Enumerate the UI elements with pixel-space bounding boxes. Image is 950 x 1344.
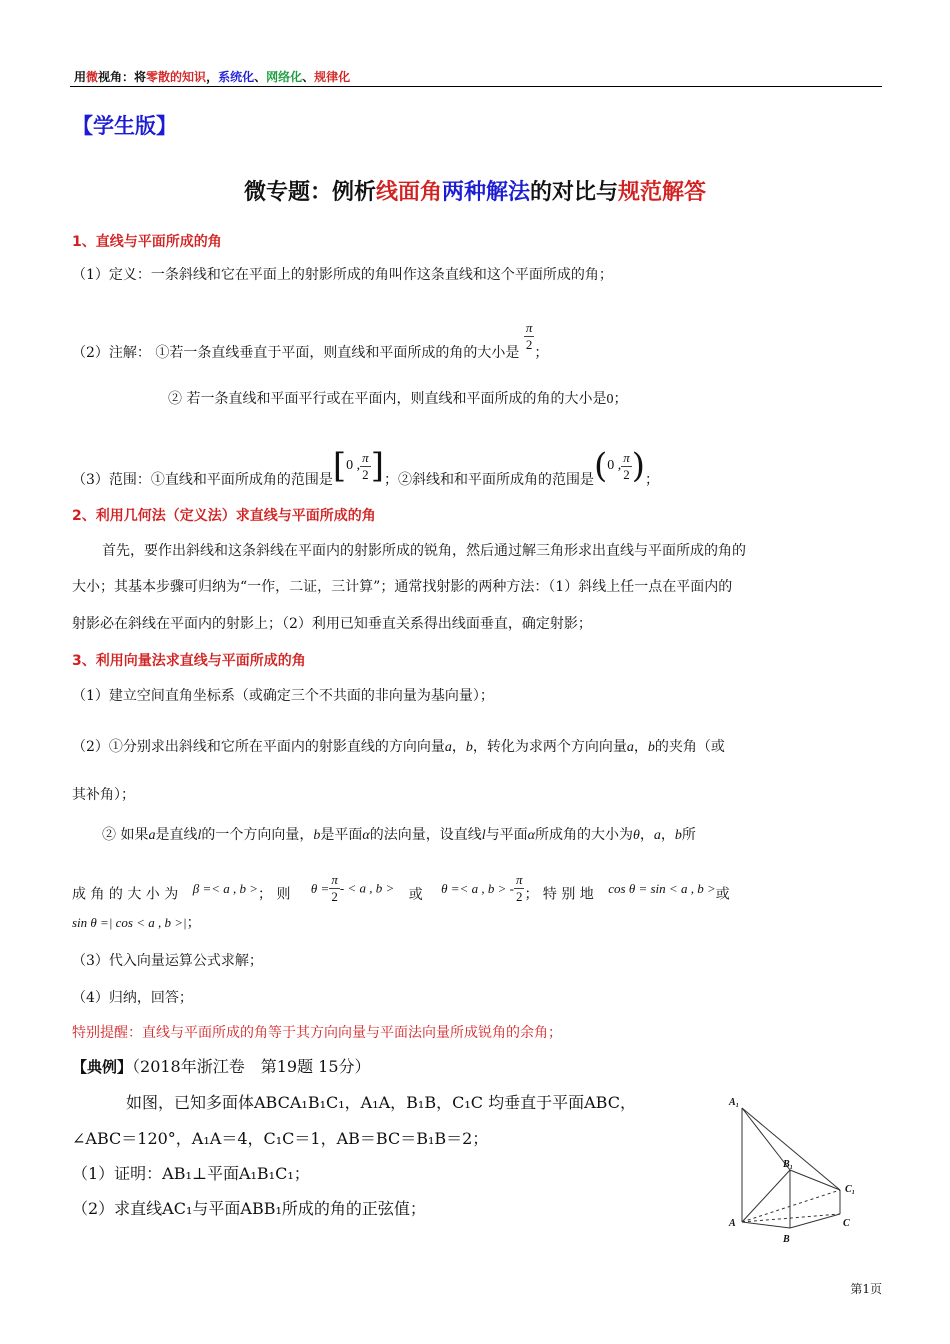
vec-a: a (653, 828, 661, 843)
frac-den: 2 (331, 889, 338, 904)
s3-sin-expr (72, 912, 201, 932)
s3-step-2 (72, 736, 725, 756)
example-question-2: （2）求直线AC₁与平面ABB₁所成的角的正弦值； (72, 1199, 426, 1218)
vec-b: b (313, 828, 321, 843)
header-part: 系统化 (218, 70, 255, 84)
label-A1: A₁ (729, 1097, 740, 1108)
line-l: l (481, 828, 486, 843)
step2e-2: 是直线 (155, 827, 198, 843)
pi-over-2 (514, 872, 525, 905)
range-frac (360, 450, 371, 483)
paren-close: ) (631, 446, 645, 486)
edge-A1C1 (742, 1108, 840, 1190)
s3-formulas (72, 872, 884, 905)
page-number: 第1页 (850, 1282, 882, 1296)
header-part: 用 (74, 70, 87, 84)
title-part: 线面角 (375, 180, 442, 205)
label-A: A (729, 1218, 736, 1229)
frac-den: 2 (623, 466, 630, 482)
page-title (0, 175, 950, 206)
edge-AB (742, 1222, 790, 1228)
frac-num: π (623, 449, 630, 465)
theta-expr-1: θ = (310, 880, 330, 896)
title-part: 微专题：例析 (243, 180, 376, 205)
frac-num: π (515, 872, 523, 887)
bracket-close: ] (370, 446, 384, 486)
step2f-4: ； 特 别 地 (524, 886, 594, 903)
polyhedron-figure (725, 1090, 875, 1250)
range-zero: 0 , (346, 458, 361, 473)
s3-step-4: （4）归纳，回答； (72, 990, 193, 1006)
step2-b: ，转化为求两个方向向量 (472, 739, 627, 755)
label-B1: B₁ (783, 1159, 794, 1170)
vec-b: b (647, 740, 655, 755)
theta: θ (632, 828, 640, 843)
vec-a: a (444, 740, 452, 755)
step2e-4: 是平面 (320, 827, 363, 843)
zero-value: 0 (606, 392, 614, 407)
s3-step-2-second (102, 824, 696, 844)
note1-end: ； (534, 345, 549, 361)
frac-den: 2 (515, 889, 523, 904)
vec-a: a (148, 828, 156, 843)
header-rule (70, 86, 882, 87)
sep: ， (633, 739, 648, 755)
s3-step-2-cont: 其补角）； (72, 787, 135, 803)
s1-range (72, 446, 659, 489)
step2-c: 的夹角（或 (654, 739, 725, 755)
step2f-5: 或 (715, 886, 730, 903)
label-C: C (843, 1218, 850, 1229)
step2e-5: 的法向量，设直线 (369, 827, 482, 843)
step2e-6: 与平面 (485, 827, 528, 843)
s1-definition: （1）定义：一条斜线和它在平面上的射影所成的角叫作这条直线和这个平面所成的角； (72, 267, 613, 283)
pi-over-2 (329, 872, 340, 905)
s1-note-1 (72, 319, 549, 362)
example-source: （2018年浙江卷 第19题 15分） (132, 1057, 371, 1076)
header-part: 零散的知识 (146, 70, 207, 84)
frac-num: π (331, 872, 338, 887)
header-part: ， (206, 70, 219, 84)
s3-step-1: （1）建立空间直角坐标系（或确定三个不共面的非向量为基向量）； (72, 688, 494, 704)
step2f-3: 或 (408, 886, 423, 903)
title-part: 规范解答 (618, 180, 707, 205)
vec-b: b (674, 828, 682, 843)
paren-open: ( (593, 446, 608, 486)
title-part: 两种解法 (441, 180, 530, 205)
section-3-heading: 3、利用向量法求直线与平面所成的角 (72, 653, 306, 669)
step2f-2: ； 则 (258, 886, 291, 903)
frac-den: 2 (362, 466, 369, 482)
header-part: 网络化 (266, 70, 303, 84)
step2e-3: 的一个方向向量， (201, 827, 314, 843)
special-tip: 特别提醒：直线与平面所成的角等于其方向向量与平面法向量所成锐角的余角； (72, 1025, 562, 1041)
example-tag: 【典例】 (72, 1058, 133, 1076)
example-line-2: ∠ABC＝120°，A₁A＝4，C₁C＝1，AB＝BC＝B₁B＝2； (72, 1129, 489, 1148)
beta-expr: β =< a , b > (192, 880, 259, 896)
sin-expr: sin θ =| cos < a , b >| (72, 915, 187, 930)
sep: ， (639, 827, 654, 843)
note2-end: ； (613, 391, 628, 407)
note1-text: （2）注解： ①若一条直线垂直于平面，则直线和平面所成的角的大小是 (72, 345, 520, 361)
step2-a: （2）①分别求出斜线和它所在平面内的射影直线的方向向量 (72, 739, 445, 755)
label-C1: C₁ (845, 1184, 856, 1195)
s2-line-3: 射影必在斜线在平面内的射影上；（2）利用已知垂直关系得出线面垂直，确定射影； (72, 616, 592, 632)
range-text-b: ；②斜线和和平面所成角的范围是 (383, 472, 594, 488)
vec-b: b (465, 740, 473, 755)
header-part: 规律化 (314, 70, 351, 84)
header-part: 微 (86, 70, 99, 84)
s2-line-2: 大小；其基本步骤可归纳为“一作，二证，三计算”；通常找射影的两种方法：（1）斜线上任一点在平面内的 (72, 579, 733, 595)
note2-text: ② 若一条直线和平面平行或在平面内，则直线和平面所成的角的大小是 (168, 391, 607, 407)
example-line-1: 如图，已知多面体ABCA₁B₁C₁，A₁A，B₁B，C₁C 均垂直于平面ABC， (126, 1093, 636, 1112)
pi-over-2 (524, 320, 535, 353)
example-header (72, 1054, 371, 1077)
header-part: 视角：将 (98, 70, 147, 84)
section-1-heading: 1、直线与平面所成的角 (72, 234, 222, 250)
step2e-8: 所 (681, 827, 696, 843)
range-text-a: （3）范围：①直线和平面所成角的范围是 (72, 472, 333, 488)
range-end: ； (645, 472, 659, 488)
vec-a: a (626, 740, 634, 755)
label-B: B (783, 1234, 790, 1245)
sep: ， (451, 739, 466, 755)
s2-line-1: 首先，要作出斜线和这条斜线在平面内的射影所成的锐角，然后通过解三角形求出直线与平面所成的角的 (102, 543, 746, 559)
sin-end: ； (186, 915, 201, 931)
step2e-1: ② 如果 (102, 827, 149, 843)
s3-step-3: （3）代入向量运算公式求解； (72, 953, 263, 969)
plane-alpha: α (362, 828, 370, 843)
bracket-open: [ (332, 446, 347, 486)
s1-note-2 (168, 388, 627, 408)
frac-den: 2 (525, 336, 533, 352)
range-zero-2: 0 , (607, 458, 622, 473)
theta-expr-2: θ =< a , b > - (441, 880, 514, 896)
example-question-1: （1）证明：AB₁⊥平面A₁B₁C₁； (72, 1164, 310, 1183)
title-part: 的对比与 (530, 180, 619, 205)
plane-alpha: α (527, 828, 535, 843)
line-l: l (197, 828, 202, 843)
cos-expr: cos θ = sin < a , b > (608, 880, 716, 896)
student-version-label: 【学生版】 (72, 114, 177, 138)
frac-num: π (525, 319, 533, 335)
range-frac-2 (621, 450, 632, 483)
minus-ab: - < a , b > (339, 880, 395, 896)
header-part: 、 (302, 70, 315, 84)
step2e-7: 所成角的大小为 (534, 827, 633, 843)
section-2-heading: 2、利用几何法（定义法）求直线与平面所成的角 (72, 508, 376, 524)
step2f-1: 成 角 的 大 小 为 (72, 886, 179, 903)
header-slogan (74, 68, 350, 85)
edge-B1C1 (790, 1170, 840, 1190)
sep: ， (660, 827, 675, 843)
frac-num: π (362, 449, 369, 465)
header-part: 、 (254, 70, 267, 84)
